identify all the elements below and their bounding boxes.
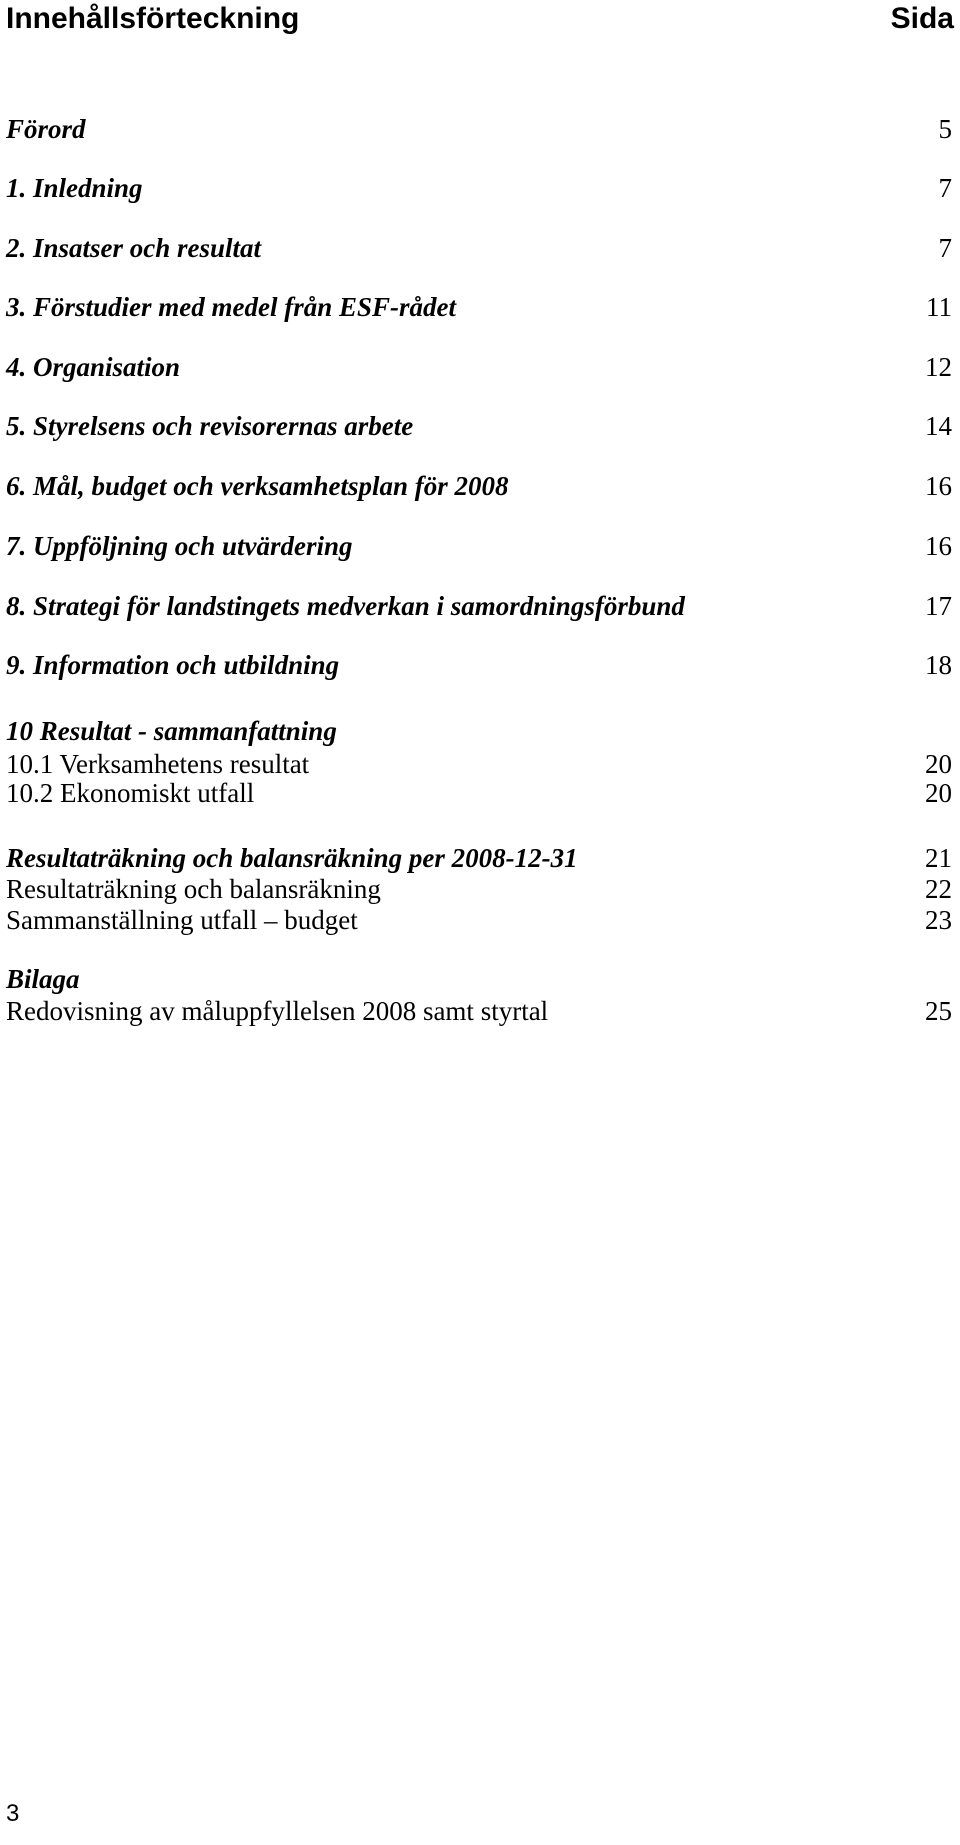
toc-entry-label: 5. Styrelsens och revisorernas arbete (6, 411, 414, 441)
page-column-heading: Sida (890, 2, 954, 35)
toc-entry-page: 20 (925, 749, 952, 779)
toc-entry-page: 20 (925, 778, 952, 808)
toc-entry-page: 17 (925, 591, 952, 621)
toc-entry-label: Sammanställning utfall – budget (6, 905, 358, 935)
toc-entry-page: 21 (925, 843, 952, 873)
toc-entry-page: 5 (938, 114, 952, 144)
toc-entry-page: 7 (938, 233, 952, 263)
toc-entry-page: 23 (925, 905, 952, 935)
toc-entry-page: 16 (925, 531, 952, 561)
toc-entry-label: 3. Förstudier med medel från ESF-rådet (6, 292, 457, 322)
toc-entry-label: 10 Resultat - sammanfattning (6, 716, 337, 746)
toc-entry-page: 7 (938, 173, 952, 203)
toc-entry-label: Förord (6, 114, 86, 144)
toc-entry-label: Resultaträkning och balansräkning per 2008-12-31 (6, 843, 578, 873)
toc-entry-page: 18 (925, 650, 952, 680)
toc-entry-label: Redovisning av måluppfyllelsen 2008 samt styrtal (6, 996, 549, 1026)
toc-entry-label: 7. Uppföljning och utvärdering (6, 531, 353, 561)
toc-entry-page: 11 (926, 292, 952, 322)
toc-entry-label: 6. Mål, budget och verksamhetsplan för 2008 (6, 471, 509, 501)
toc-entry-page: 25 (925, 996, 952, 1026)
toc-entry-label: 2. Insatser och resultat (6, 233, 262, 263)
toc-entry-label: 8. Strategi för landstingets medverkan i samordningsförbund (6, 591, 685, 621)
toc-entry-page: 16 (925, 471, 952, 501)
toc-entry-page: 22 (925, 874, 952, 904)
page-title: Innehållsförteckning (6, 2, 300, 35)
toc-header (6, 2, 954, 42)
toc-entry-label: 4. Organisation (6, 352, 181, 382)
toc-entry-label: Resultaträkning och balansräkning (6, 874, 381, 904)
page-number: 3 (6, 1800, 20, 1827)
toc-entry-label: 9. Information och utbildning (6, 650, 340, 680)
toc-entry-page: 14 (925, 411, 952, 441)
toc-entry-label: Bilaga (6, 964, 80, 994)
toc-entry-label: 10.2 Ekonomiskt utfall (6, 778, 255, 808)
toc-entry-label: 1. Inledning (6, 173, 143, 203)
toc-entry-label: 10.1 Verksamhetens resultat (6, 749, 310, 779)
toc-entry-page: 12 (925, 352, 952, 382)
